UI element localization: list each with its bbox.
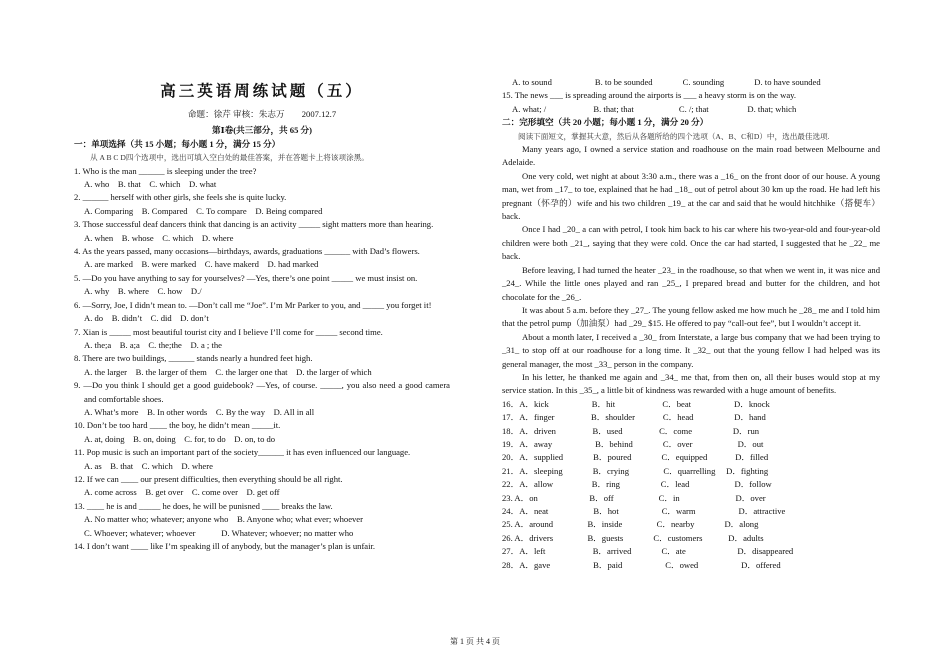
section-one-heading: 一：单项选择（共 15 小题；每小题 1 分，满分 15 分） — [74, 138, 281, 149]
question-options: A. who B. that C. which D. what — [84, 179, 217, 190]
question-options: A. why B. where C. how D./ — [84, 286, 202, 297]
section-two-instructions: 阅读下面短文，掌握其大意，然后从各题所给的四个选项（A、B、C和D）中，选出最佳选项. — [518, 131, 830, 141]
question-stem: 8. There are two buildings, ______ stands nearly a hundred feet high. — [74, 353, 313, 364]
passage-paragraph: One very cold, wet night at about 3:30 a.m., there was a _16_ on the front door of our house. A young man, wet from _17_ to toe, explained that he had _18_ out of petrol about 30 km up the road. He had left his pregnant（怀孕的）wife and his two children _19_ at the car and said that he would hitchhike（搭便车）back. — [502, 170, 880, 222]
question-options: A. do B. didn’t C. did D. don’t — [84, 313, 209, 324]
question-stem: 6. —Sorry, Joe, I didn’t mean to. —Don’t call me “Joe”. I’m Mr Parker to you, and _____ you forget it! — [74, 299, 432, 310]
question-stem: 3. Those successful deaf dancers think that dancing is an activity _____ sight matters more than hearing. — [74, 219, 434, 230]
question-stem: 9. —Do you think I should get a good guidebook? —Yes, of course. _____, you also need a good camera and comfortable shoes. — [74, 380, 450, 404]
volume-heading: 第Ⅰ卷(共三部分，共 65 分) — [212, 125, 312, 136]
cloze-answer-list — [502, 398, 880, 572]
section-two-heading: 二：完形填空（共 20 小题；每小题 1 分，满分 20 分） — [502, 117, 709, 128]
question-options: A. What’s more B. In other words C. By the way D. All in all — [84, 406, 315, 417]
question-options: A. come across B. get over C. come over D. get off — [84, 487, 280, 498]
question-options: A. when B. whose C. which D. where — [84, 232, 234, 243]
passage-paragraph: It was about 5 a.m. before they _27_. The young fellow asked me how much he _28_ me and I told him that the petrol pump（加油泵）had _29_ $15. He offered to pay “call-out fee”, but I wouldn’t accept it. — [502, 304, 880, 329]
question-options: A. at, doing B. on, doing C. for, to do D. on, to do — [84, 433, 276, 444]
question-options: A. No matter who; whatever; anyone who B. Anyone who; what ever; whoever — [84, 514, 363, 525]
answer-choice-row: 21．A．sleeping B．crying C．quarrelling D．fighting — [502, 465, 769, 476]
page-footer: 第 1 页 共 4 页 — [450, 637, 500, 646]
answer-choice-row: 18．A．driven B．used C．come D．run — [502, 425, 760, 436]
answer-choice-row: 25. A．around B．inside C．nearby D．along — [502, 519, 759, 530]
question-stem: 13. ____ he is and _____ he does, he will be punisned ____ breaks the law. — [74, 500, 333, 511]
answer-choice-row: 20．A．supplied B．poured C．equipped D．filled — [502, 452, 769, 463]
question-stem: 5. —Do you have anything to say for yourselves? —Yes, there’s one point _____ we must insist on. — [74, 272, 418, 283]
left-column — [74, 76, 450, 553]
question-options: A. the;a B. a;a C. the;the D. a ; the — [84, 339, 222, 350]
cloze-passage — [502, 143, 880, 398]
answer-choice-row: 19．A．away B．behind C．over D．out — [502, 438, 764, 449]
passage-paragraph: Many years ago, I owned a service station and roadhouse on the main road between Melbourne and Adelaide. — [502, 144, 880, 168]
section-one-instructions: 从 A B C D四个选项中，选出可填入空白处的最佳答案，并在答题卡上将该项涂黑。 — [90, 153, 369, 163]
page-title: 高三英语周练试题（五） — [160, 82, 364, 100]
question-stem: 2. ______ herself with other girls, she feels she is quite lucky. — [74, 192, 287, 203]
answer-choice-row: 24．A．neat B．hot C．warm D．attractive — [502, 506, 786, 516]
question-options: C. Whoever; whatever; whoever D. Whatever; whoever; no matter who — [84, 527, 354, 538]
question-options: A. as B. that C. which D. where — [84, 460, 213, 471]
answer-choice-row: 26. A．drivers B．guests C．customers D．adults — [502, 532, 764, 543]
question-stem: 1. Who is the man ______ is sleeping under the tree? — [74, 165, 257, 176]
answer-choice-row: 22．A．allow B．ring C．lead D．follow — [502, 479, 772, 490]
answer-choice-row: 17．A．finger B．shoulder C．head D．hand — [502, 412, 766, 423]
question-options: A. the larger B. the larger of them C. the larger one that D. the larger of which — [84, 366, 372, 377]
passage-paragraph: About a month later, I received a _30_ from Interstate, a large bus company that we had been trying to _31_ to stop off at our roadhouse for a long time. It _32_ out that the young fellow I had helped was its general manager, the most _33_ person in the company. — [502, 331, 880, 369]
passage-paragraph: Before leaving, I had turned the heater _23_ in the roadhouse, so that when we went in, it was nice and _24_. While the little ones played and ran _25_, I prepared bread and butter for the children, and hot chocolate for the _26_. — [502, 264, 880, 302]
question-list — [74, 165, 450, 554]
answer-choice-row: 23. A．on B．off C．in D．over — [502, 492, 766, 503]
question-stem: 12. If we can ____ our present difficulties, then everything should be all right. — [74, 473, 343, 484]
question-stem: 10. Don’t be too hard ____ the boy, he didn’t mean _____it. — [74, 420, 281, 431]
question-stem: 7. Xian is _____ most beautiful tourist city and I believe I’ll come for _____ second time. — [74, 326, 383, 337]
right-column — [502, 76, 880, 572]
passage-paragraph: In his letter, he thanked me again and _34_ me that, from then on, all their buses would stop at my service station. In this _35_, a little bit of kindness was rewarded with a huge amount of benefits. — [502, 371, 880, 396]
q14-options: A. to sound B. to be sounded C. sounding D. to have sounded — [512, 77, 821, 87]
question-options: A. Comparing B. Compared C. To compare D. Being compared — [84, 205, 323, 216]
question-stem: 4. As the years passed, many occasions—birthdays, awards, graduations ______ with Dad’s flowers. — [74, 246, 420, 257]
q15-options: A. what; / B. that; that C. /; that D. that; which — [512, 103, 797, 114]
passage-paragraph: Once I had _20_ a can with petrol, I took him back to his car where his two-year-old and four-year-old children were both _21_, saying that they were cold. Once the car had started, I suggested that he _22_ me back. — [502, 224, 880, 262]
question-stem: 11. Pop music is such an important part of the society______ it has even influenced our language. — [74, 447, 411, 458]
q15-stem: 15. The news ___ is spreading around the airports is ___ a heavy storm is on the way. — [502, 90, 797, 101]
answer-choice-row: 28．A．gave B．paid C．owed D．offered — [502, 559, 781, 570]
answer-choice-row: 27．A．left B．arrived C．ate D．disappeared — [502, 546, 794, 557]
answer-choice-row: 16．A．kick B．hit C．beat D．knock — [502, 398, 770, 409]
question-stem: 14. I don’t want ____ like I’m speaking ill of anybody, but the manager’s plan is unfair. — [74, 541, 376, 551]
byline: 命题：徐芹 审核：朱志万 2007.12.7 — [187, 109, 337, 119]
question-options: A. are marked B. were marked C. have makerd D. had marked — [84, 259, 319, 270]
